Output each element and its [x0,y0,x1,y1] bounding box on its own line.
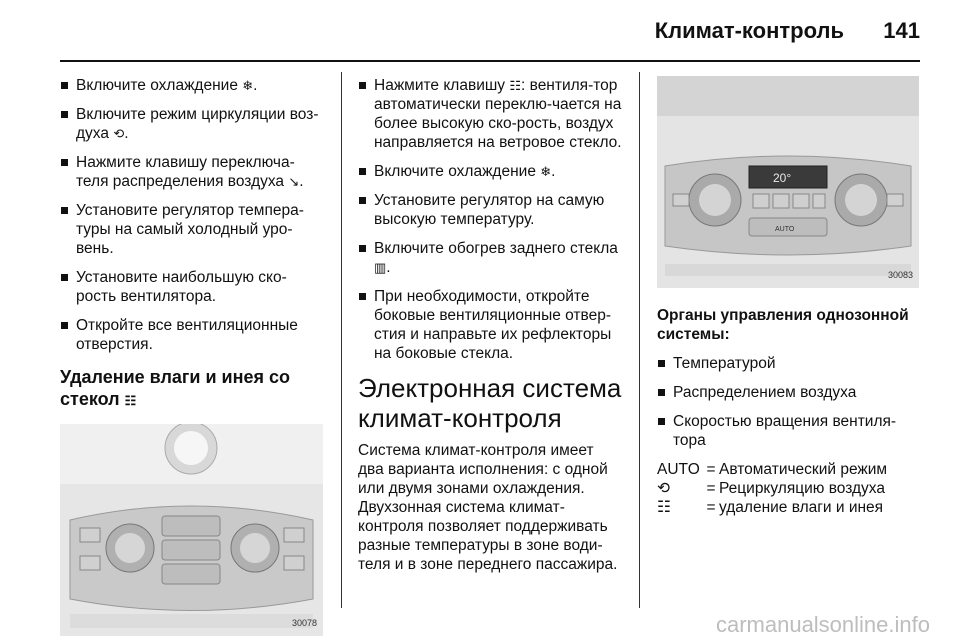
header-rule [60,60,920,62]
column-divider [341,72,342,608]
control-panel-photo [60,424,323,636]
steps-list [358,76,623,363]
list-item: Включите режим циркуляции воз-духа ⟲. [60,105,326,143]
page-number: 141 [883,18,920,43]
column-middle [358,76,623,574]
recirculation-icon: ⟲ [657,480,670,497]
controls-list [657,354,919,450]
defrost-icon: ☷ [124,393,137,408]
table-row [657,479,919,498]
image-reference: 30078 [291,618,317,628]
list-item: Установите регулятор на самую высокую температуру. [358,191,623,229]
list-item: Температурой [657,354,919,373]
snowflake-icon: ❄ [242,78,254,93]
section-heading: Электронная система климат-контроля [358,373,622,433]
list-item: Нажмите клавишу переключа-теля распределения воздуха ↘. [60,153,326,191]
legend-description: удаление влаги и инея [719,499,884,516]
control-panel-drawing [60,424,323,636]
page-title: Климат-контроль [654,18,844,43]
legend-equals: = [706,499,716,516]
list-item: Нажмите клавишу ☷: вентиля-тор автоматически переклю-чается на более высокую ско-рость, воздух направляется на ветровое стекло. [358,76,623,152]
list-item: Включите охлаждение ❄. [60,76,326,95]
control-panel-photo [657,76,919,288]
list-item: Откройте все вентиляционные отверстия. [60,316,326,354]
legend-equals: = [706,480,716,497]
list-item: При необходимости, откройте боковые вентиляционные отвер-стия и направьте их рефлекторы на боковые стекла. [358,287,623,363]
column-left [60,76,326,636]
legend-description: Рециркуляцию воздуха [719,480,885,497]
table-row [657,460,919,479]
column-right [657,76,919,517]
steps-list [60,76,326,354]
auto-button-label: AUTO [775,226,795,233]
legend-key: AUTO [657,461,700,478]
watermark: carmanualsonline.info [715,612,930,637]
column-divider [639,72,640,608]
snowflake-icon: ❄ [540,164,552,179]
figure-caption: Органы управления однозонной системы: [657,307,909,343]
legend-description: Автоматический режим [719,461,888,478]
legend-table [657,460,919,517]
body-paragraph: Система климат-контроля имеет два варианта исполнения: с одной или двумя зонами охлаждения. Двухзонная система климат-контроля позволяет поддерживать разные температуры в зоне води-теля и в зоне переднего пассажира. [358,442,618,573]
air-distribution-icon: ↘ [288,174,300,189]
list-item: Установите наибольшую ско-рость вентилятора. [60,268,326,306]
recirculation-icon: ⟲ [113,126,125,141]
control-panel-drawing [657,76,919,288]
section-heading: Удаление влаги и инея со стекол ☷ [60,367,291,409]
legend-equals: = [706,461,716,478]
defrost-icon: ☷ [509,78,522,93]
page-header [0,0,960,62]
image-reference: 30083 [887,270,913,280]
list-item: Распределением воздуха [657,383,919,402]
list-item: Включите обогрев заднего стекла ▥. [358,239,623,277]
temperature-display: 20° [773,171,792,185]
rear-window-heater-icon: ▥ [374,260,387,275]
list-item: Скоростью вращения вентиля-тора [657,412,919,450]
list-item: Установите регулятор темпера-туры на самый холодный уро-вень. [60,201,326,258]
list-item: Включите охлаждение ❄. [358,162,623,181]
table-row [657,498,919,517]
defrost-icon: ☷ [657,499,671,516]
